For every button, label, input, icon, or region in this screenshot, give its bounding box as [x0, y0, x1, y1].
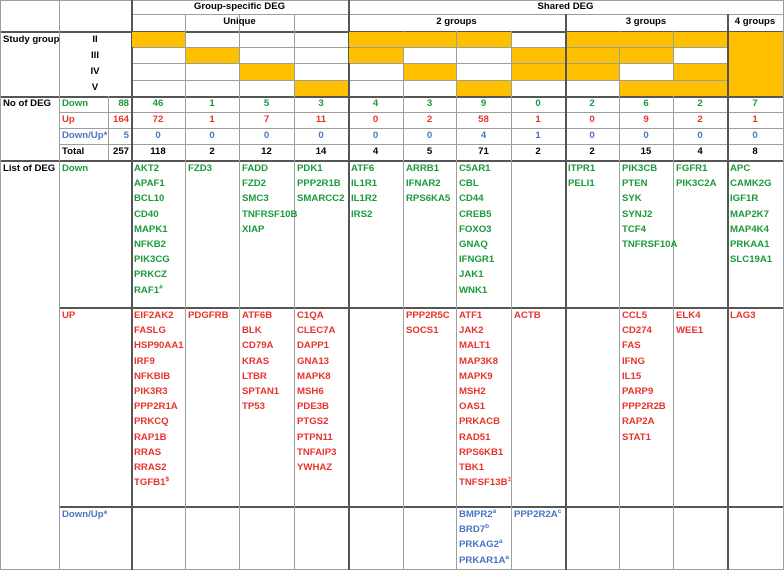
- gene-downup-prkar1a: $PRKAR1A^a$: [459, 553, 510, 566]
- count-total-col-5: 4: [372, 146, 379, 157]
- count-downup-col-6: 0: [426, 130, 433, 141]
- count-up-col-2: 1: [209, 114, 215, 125]
- gene-up-jak2: JAK2: [459, 325, 484, 337]
- gene-footnote-mark: #: [159, 283, 163, 291]
- gene-downup-bmpr2: BMPR2$^a$: [459, 507, 497, 520]
- header-four-groups: 4 groups: [734, 16, 776, 27]
- gene-up-sptan1: SPTAN1: [242, 386, 280, 397]
- gene-up-ppp2r5c: PPP2R5C: [406, 310, 450, 321]
- gene-down-cd40: CD40: [134, 208, 159, 220]
- gene-up-ptpn11: PTPN11: [297, 431, 333, 443]
- count-up-col-12: 1: [752, 114, 758, 125]
- group-fill: [349, 48, 403, 63]
- group-fill: [674, 64, 727, 80]
- group-fill: [729, 32, 783, 96]
- count-downup-col-3: 0: [263, 130, 270, 141]
- gene-down-mapk1: MAPK1: [134, 223, 168, 235]
- study-group-label: Study group: [3, 34, 60, 45]
- count-down-col-7: 9: [480, 98, 487, 109]
- gene-up-elk4: ELK4: [676, 310, 701, 321]
- count-total-col-9: 2: [589, 146, 595, 157]
- gene-up-tnfaip3: TNFAIP3: [297, 446, 337, 458]
- gene-up-prkcq: PRKCQ: [134, 416, 169, 428]
- gene-up-rad51: RAD51: [459, 431, 491, 443]
- group-fill: [132, 32, 185, 47]
- gene-footnote-mark: $: [165, 476, 170, 483]
- gene-up-actb: ACTB: [514, 310, 541, 321]
- group-fill: [349, 32, 456, 47]
- gene-down-gnaq: GNAQ: [459, 239, 488, 250]
- gene-footnote-mark: ‡: [507, 476, 512, 483]
- count-up-col-7: 58: [478, 114, 489, 125]
- grid-line: [403, 31, 404, 570]
- gene-up-rap1b: RAP1B: [134, 431, 167, 443]
- gene-up-hsp90aa1: HSP90AA1: [134, 340, 184, 352]
- header-unique: Unique: [223, 16, 256, 27]
- gene-down-map4k4: MAP4K4: [730, 223, 769, 235]
- count-up-col-10: 9: [643, 114, 649, 125]
- count-total-col-7: 71: [478, 146, 489, 157]
- gene-up-ifng: IFNG: [622, 355, 645, 367]
- total-up-count: 164: [112, 114, 129, 125]
- count-down-col-8: 0: [535, 98, 541, 109]
- list-downup-label: Down/Up*: [62, 509, 108, 520]
- gene-up-atf1: ATF1: [459, 310, 483, 321]
- no-of-deg-label: No of DEG: [3, 98, 51, 109]
- group-fill: [512, 48, 565, 63]
- count-down-col-6: 3: [426, 98, 433, 109]
- count-downup-col-8: 1: [535, 130, 541, 141]
- gene-down-ifnar2: IFNAR2: [406, 178, 441, 190]
- count-total-label: Total: [62, 146, 85, 157]
- count-downup-col-5: 0: [372, 130, 379, 141]
- count-downup-col-2: 0: [209, 130, 215, 141]
- gene-down-slc19a1: SLC19A1: [730, 254, 773, 266]
- gene-up-malt1: MALT1: [459, 340, 491, 352]
- gene-down-pdk1: PDK1: [297, 163, 323, 174]
- group-fill: [567, 64, 619, 80]
- gene-down-ifngr1: IFNGR1: [459, 254, 495, 266]
- gene-up-rras: RRAS: [134, 446, 162, 458]
- gene-down-il1r1: IL1R1: [351, 178, 378, 190]
- grid-line: [0, 160, 784, 162]
- count-down-col-11: 2: [697, 98, 703, 109]
- gene-up-irf9: IRF9: [134, 355, 155, 367]
- gene-down-creb5: CREB5: [459, 208, 492, 220]
- gene-up-mapk8: MAPK8: [297, 370, 331, 382]
- gene-down-nfkb2: NFKB2: [134, 239, 166, 250]
- gene-up-rps6kb1: RPS6KB1: [459, 446, 504, 458]
- gene-up-prkacb: PRKACB: [459, 416, 501, 428]
- gene-down-fzd2: FZD2: [242, 178, 266, 190]
- count-downup-col-12: 0: [752, 130, 758, 141]
- grid-line: [673, 31, 674, 570]
- gene-down-tcf4: TCF4: [622, 223, 646, 235]
- count-up-col-5: 0: [372, 114, 379, 125]
- gene-down-camk2g: CAMK2G: [730, 178, 772, 190]
- gene-up-ptgs2: PTGS2: [297, 416, 329, 428]
- gene-down-synj2: SYNJ2: [622, 208, 653, 220]
- grid-line: [59, 506, 784, 508]
- gene-down-igf1r: IGF1R: [730, 193, 759, 205]
- count-up-col-1: 72: [152, 114, 164, 125]
- count-down-col-3: 5: [263, 98, 270, 109]
- total-downup-count: 5: [123, 130, 129, 141]
- grid-line: [456, 31, 457, 570]
- gene-down-atf6: ATF6: [351, 163, 375, 174]
- gene-down-raf1: RAF1#: [134, 283, 163, 296]
- gene-up-map3k8: MAP3K8: [459, 355, 498, 367]
- gene-down-fzd3: FZD3: [188, 163, 212, 174]
- gene-down-cd44: CD44: [459, 193, 484, 205]
- gene-up-tbk1: TBK1: [459, 462, 485, 473]
- gene-footnote-mark: b: [485, 523, 490, 530]
- count-downup-col-10: 0: [643, 130, 649, 141]
- gene-down-itpr1: ITPR1: [568, 163, 596, 174]
- count-total-col-8: 2: [535, 146, 541, 157]
- grid-line: [131, 14, 784, 15]
- gene-down-arrb1: ARRB1: [406, 163, 440, 174]
- count-up-label: Up: [62, 114, 75, 125]
- gene-up-pdgfrb: PDGFRB: [188, 310, 229, 321]
- gene-down-xiap: XIAP: [242, 223, 265, 235]
- gene-down-smc3: SMC3: [242, 193, 269, 205]
- gene-down-peli1: PELI1: [568, 178, 595, 190]
- gene-up-clec7a: CLEC7A: [297, 325, 336, 337]
- count-up-col-4: 11: [315, 114, 327, 125]
- gene-up-rap2a: RAP2A: [622, 416, 655, 428]
- gene-up-ppp2r1a: PPP2R1A: [134, 401, 178, 413]
- count-up-col-9: 0: [589, 114, 595, 125]
- count-total-col-6: 5: [426, 146, 433, 157]
- gene-up-ywhaz: YWHAZ: [297, 462, 333, 473]
- count-down-col-4: 3: [318, 98, 324, 109]
- count-total-col-12: 8: [752, 146, 758, 157]
- gene-up-ccl5: CCL5: [622, 310, 648, 321]
- gene-down-syk: SYK: [622, 193, 642, 205]
- count-downup-col-11: 0: [697, 130, 703, 141]
- gene-up-parp9: PARP9: [622, 386, 654, 397]
- gene-up-c1qa: C1QA: [297, 310, 324, 321]
- gene-up-atf6b: ATF6B: [242, 310, 273, 321]
- gene-down-rps6ka5: RPS6KA5: [406, 193, 451, 205]
- gene-downup-ppp2r2a: $PPP2R2A^c$: [514, 507, 562, 520]
- count-total-col-2: 2: [209, 146, 215, 157]
- header-three-groups: 3 groups: [625, 16, 667, 27]
- count-downup-col-1: 0: [155, 130, 161, 141]
- gene-down-il1r2: IL1R2: [351, 193, 378, 205]
- list-up-label: UP: [62, 310, 76, 321]
- gene-down-irs2: IRS2: [351, 208, 373, 220]
- gene-up-msh2: MSH2: [459, 386, 486, 397]
- count-downup-col-9: 0: [589, 130, 595, 141]
- gene-up-gna13: GNA13: [297, 355, 329, 367]
- list-down-label: Down: [62, 163, 89, 174]
- grid-line: [348, 0, 350, 570]
- count-down-col-2: 1: [209, 98, 215, 109]
- gene-up-nfkbib: NFKBIB: [134, 370, 171, 382]
- gene-up-lag3: LAG3: [730, 310, 756, 321]
- group-fill: [674, 32, 727, 47]
- gene-downup-prkag2: PRKAG2$^a$: [459, 538, 503, 551]
- count-downup-col-4: 0: [318, 130, 324, 141]
- gene-up-tp53: TP53: [242, 401, 265, 413]
- gene-down-wnk1: WNK1: [459, 284, 488, 296]
- gene-footnote-mark: a: [498, 538, 503, 546]
- count-total-col-10: 15: [640, 146, 652, 157]
- count-up-col-3: 7: [263, 114, 270, 125]
- gene-up-tgfb1: TGFB1$: [134, 476, 170, 489]
- gene-down-ppp2r1b: PPP2R1B: [297, 178, 341, 190]
- grid-line: [0, 569, 784, 570]
- grid-line: [0, 0, 1, 570]
- gene-down-prkaa1: PRKAA1: [730, 239, 770, 250]
- gene-up-stat1: STAT1: [622, 431, 651, 443]
- total-count: 257: [112, 146, 129, 157]
- count-total-col-4: 14: [315, 146, 327, 157]
- gene-down-c5ar1: C5AR1: [459, 163, 491, 174]
- count-downup-col-7: 4: [480, 130, 487, 141]
- count-down-col-9: 2: [589, 98, 595, 109]
- gene-down-akt2: AKT2: [134, 163, 160, 174]
- gene-down-prkcz: PRKCZ: [134, 269, 168, 281]
- gene-up-cd274: CD274: [622, 325, 652, 337]
- group-fill: [620, 81, 727, 96]
- gene-up-kras: KRAS: [242, 355, 270, 367]
- count-up-col-8: 1: [535, 114, 541, 125]
- gene-down-bcl10: BCL10: [134, 193, 165, 205]
- gene-up-ppp2r2b: PPP2R2B: [622, 401, 666, 413]
- gene-down-tnfrsf10b: TNFRSF10B: [242, 208, 298, 220]
- gene-up-wee1: WEE1: [676, 325, 704, 337]
- gene-down-cbl: CBL: [459, 178, 479, 190]
- gene-up-oas1: OAS1: [459, 401, 486, 413]
- group-fill: [457, 81, 511, 96]
- group-fill: [620, 48, 673, 63]
- group-fill: [512, 64, 565, 80]
- header-group-specific: Group-specific DEG: [193, 1, 286, 12]
- grid-line: [59, 307, 784, 309]
- gene-up-blk: BLK: [242, 325, 262, 337]
- gene-down-jak1: JAK1: [459, 269, 484, 281]
- count-total-col-3: 12: [261, 146, 272, 157]
- grid-line: [59, 112, 784, 113]
- count-down-col-12: 7: [752, 98, 758, 109]
- gene-down-foxo3: FOXO3: [459, 223, 492, 235]
- count-total-col-1: 118: [150, 146, 166, 157]
- count-up-col-6: 2: [426, 114, 433, 125]
- gene-down-apc: APC: [730, 163, 751, 174]
- gene-up-il15: IL15: [622, 370, 642, 382]
- gene-up-pde3b: PDE3B: [297, 401, 329, 413]
- count-down-col-10: 6: [643, 98, 649, 109]
- count-up-col-11: 2: [697, 114, 703, 125]
- header-two-groups: 2 groups: [436, 16, 477, 27]
- gene-up-tnfsf13b: TNFSF13B‡: [459, 476, 512, 489]
- gene-up-faslg: FASLG: [134, 325, 166, 337]
- grid-line: [511, 31, 512, 570]
- gene-up-eif2ak2: EIF2AK2: [134, 310, 174, 321]
- gene-down-fadd: FADD: [242, 163, 269, 174]
- gene-up-msh6: MSH6: [297, 386, 324, 397]
- gene-up-ltbr: LTBR: [242, 370, 267, 382]
- study-group-ii: II: [92, 34, 98, 45]
- group-fill: [295, 81, 348, 96]
- grid-line: [59, 128, 784, 129]
- group-fill: [567, 32, 673, 47]
- group-fill: [567, 48, 619, 63]
- gene-footnote-mark: a: [505, 553, 510, 561]
- list-of-deg-label: List of DEG: [3, 163, 56, 174]
- gene-up-mapk9: MAPK9: [459, 370, 493, 382]
- count-down-label: Down: [62, 98, 89, 109]
- study-group-iv: IV: [90, 66, 100, 77]
- group-fill: [457, 32, 511, 47]
- gene-up-socs1: SOCS1: [406, 325, 439, 337]
- study-group-v: V: [91, 82, 99, 93]
- gene-down-smarcc2: SMARCC2: [297, 193, 345, 205]
- group-fill: [404, 64, 456, 80]
- grid-line: [59, 144, 784, 145]
- gene-down-pik3cb: PIK3CB: [622, 163, 658, 174]
- gene-down-pik3cg: PIK3CG: [134, 254, 170, 266]
- gene-down-map2k7: MAP2K7: [730, 208, 769, 220]
- group-fill: [240, 64, 294, 80]
- count-total-col-11: 4: [697, 146, 703, 157]
- gene-up-dapp1: DAPP1: [297, 340, 329, 352]
- count-down-col-5: 4: [372, 98, 379, 109]
- header-shared: Shared DEG: [537, 1, 594, 12]
- gene-up-rras2: RRAS2: [134, 462, 167, 473]
- gene-downup-brd7: BRD7$^b$: [459, 523, 490, 536]
- group-fill: [186, 48, 239, 63]
- gene-footnote-mark: c: [557, 507, 562, 515]
- count-downup-label: Down/Up*: [62, 130, 108, 141]
- gene-down-fgfr1: FGFR1: [676, 163, 708, 174]
- grid-line: [131, 0, 133, 570]
- gene-up-fas: FAS: [622, 340, 641, 352]
- gene-footnote-mark: a: [492, 507, 497, 515]
- study-group-iii: III: [91, 50, 99, 61]
- gene-up-pik3r3: PIK3R3: [134, 386, 168, 397]
- total-down-count: 88: [118, 98, 129, 109]
- gene-down-tnfrsf10a: TNFRSF10A: [622, 239, 678, 250]
- gene-down-apaf1: APAF1: [134, 178, 165, 190]
- gene-down-pten: PTEN: [622, 178, 648, 190]
- grid-line: [619, 31, 620, 570]
- gene-up-cd79a: CD79A: [242, 340, 274, 352]
- gene-down-pik3c2a: PIK3C2A: [676, 178, 717, 190]
- count-down-col-1: 46: [152, 98, 164, 109]
